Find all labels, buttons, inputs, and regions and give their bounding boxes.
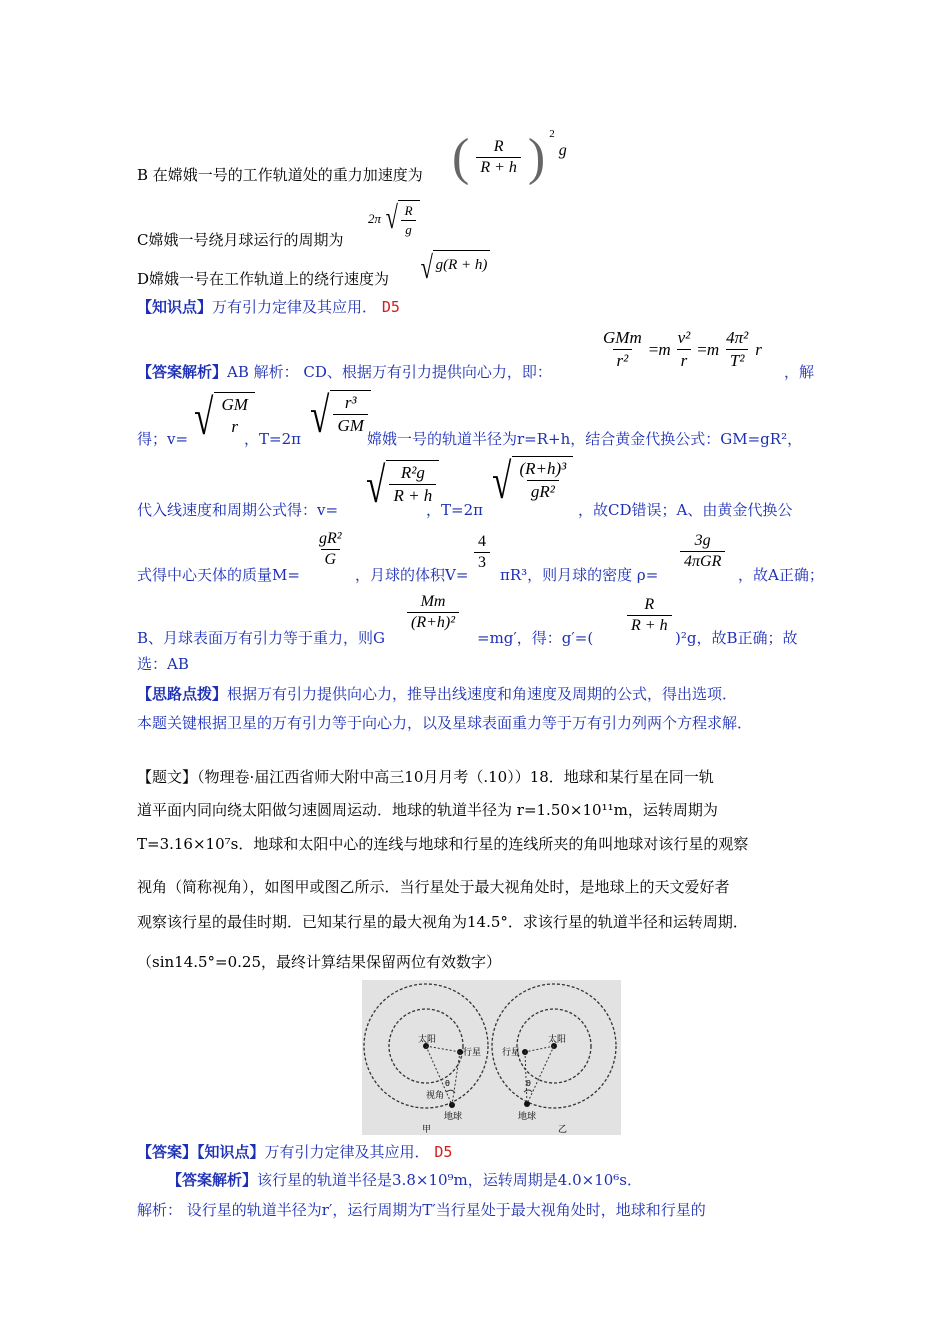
sun-planet-line-left: [426, 1046, 460, 1052]
analysis-line-1-end: ，解: [784, 363, 815, 381]
analysis-line-2a: 得；v=: [137, 430, 189, 448]
formula-gravity: $\frac{Mm}{\text{(R+h)²}}$: [407, 593, 459, 632]
sun-label-left: 太阳: [418, 1035, 437, 1045]
angle-label-left: 视角: [426, 1091, 445, 1101]
analysis-line-5c: )²g，故B正确；故: [675, 629, 798, 647]
analysis-line-3a: 代入线速度和周期公式得：v=: [137, 501, 339, 519]
formula-T2: √ $\frac{\text{(R+h)³}}{\text{gR²}}$: [488, 456, 573, 506]
analysis-line-3b: ，T=2π: [426, 501, 483, 519]
figure-label-right: 乙: [558, 1125, 568, 1135]
analysis-line-1: 【答案解析】AB 解析： CD、根据万有引力提供向心力，即：: [137, 363, 552, 381]
formula-v: √ GM r: [190, 392, 255, 442]
analysis-line-2c: 嫦娥一号的轨道半径为r=R+h，结合黄金代换公式：GM=gR²，: [367, 430, 803, 448]
orbit-figure: [362, 980, 621, 1135]
knowledge-point-1: 【知识点】万有引力定律及其应用． D5: [137, 298, 400, 316]
formula-M: $\frac{\text{gR²}}{G}$: [319, 530, 342, 568]
option-b: B 在嫦娥一号的工作轨道处的重力加速度为: [137, 166, 423, 184]
analysis-line-4b: ，月球的体积V=: [355, 566, 469, 584]
analysis-line-6: 选：AB: [137, 655, 189, 673]
formula-ratio: $\frac{R}{R + h}$: [627, 596, 672, 635]
option-d: D嫦娥一号在工作轨道上的绕行速度为: [137, 270, 390, 288]
formula-b: ( $\frac{R}{R + h}$ ) $^2$ g: [452, 128, 567, 186]
theta-label-right: θ: [526, 1079, 531, 1088]
planet-earth-line-left: [452, 1052, 460, 1105]
problem-line-3: T=3.16×10⁷s．地球和太阳中心的连线与地球和行星的连线所夹的角叫地球对该行星的观察: [137, 835, 749, 853]
analysis-line-3c: ，故CD错误；A、由黄金代换公: [578, 501, 793, 519]
angle-arc-right: [524, 1090, 532, 1092]
formula-c: 2π √ $\frac{R}{g}$: [368, 200, 420, 238]
analysis-line-4c-text: πR³，则月球的密度 ρ=: [500, 566, 659, 584]
hint-line-2: 本题关键根据卫星的万有引力等于向心力，以及星球表面重力等于万有引力列两个方程求解．: [137, 714, 753, 732]
analysis-2-line-1: 【答案解析】该行星的轨道半径是3.8×10⁹m，运转周期是4.0×10⁶s．: [167, 1171, 642, 1189]
answer-line: 【答案】【知识点】万有引力定律及其应用． D5: [137, 1143, 453, 1161]
formula-d: √ g(R + h): [418, 250, 490, 284]
formula-T: √ $\frac{\text{r³}}{GM}$: [306, 390, 371, 440]
planet-label-left: 行星: [463, 1048, 482, 1058]
earth-label-right: 地球: [518, 1112, 537, 1122]
sun-label-right: 太阳: [548, 1035, 567, 1045]
analysis-line-5b: =mg′，得：g′=(: [477, 629, 594, 647]
formula-4-3: $\frac{4}{3}$: [474, 533, 490, 572]
formula-rho: $\frac{3g}{\text{4πGR}}$: [677, 532, 728, 571]
formula-centripetal: $\frac{\text{GMm}}{\text{r²}}$ = m $\frac{\text{v²}}{r}$ = m $\frac{\text{4π²}}{\text{T²}}$ r: [603, 328, 762, 370]
problem-line-5: 观察该行星的最佳时期．已知某行星的最大视角为14.5°．求该行星的轨道半径和运转周期．: [137, 913, 748, 931]
analysis-line-5a: B、月球表面万有引力等于重力，则G: [137, 629, 386, 647]
hint-line-1: 【思路点拨】根据万有引力提供向心力，推导出线速度和角速度及周期的公式，得出选项．: [137, 685, 738, 703]
orbit-diagram: [362, 980, 621, 1135]
problem-line-2: 道平面内同向绕太阳做匀速圆周运动．地球的轨道半径为 r=1.50×10¹¹m，运转周期为: [137, 801, 718, 819]
planet-label-right: 行星: [502, 1048, 521, 1058]
problem-line-1: 【题文】（物理卷·届江西省师大附中高三10月月考（.10））18．地球和某行星在同一轨: [137, 768, 714, 786]
earth-label-left: 地球: [444, 1112, 463, 1122]
option-c: C嫦娥一号绕月球运行的周期为: [137, 231, 344, 249]
figure-label-left: 甲: [422, 1125, 432, 1135]
analysis-line-4a: 式得中心天体的质量M=: [137, 566, 300, 584]
analysis-line-4d: ，故A正确；: [738, 566, 824, 584]
theta-label-left: θ: [445, 1079, 450, 1088]
formula-v2: √ $\frac{\text{R²g}}{R + h}$: [362, 460, 439, 510]
analysis-line-2b: ，T=2π: [244, 430, 301, 448]
sun-planet-line-right: [525, 1046, 554, 1052]
planet-earth-line-right: [525, 1052, 527, 1104]
problem-line-6: （sin14.5°=0.25，最终计算结果保留两位有效数字）: [137, 953, 502, 971]
problem-line-4: 视角（简称视角），如图甲或图乙所示．当行星处于最大视角处时，是地球上的天文爱好者: [137, 878, 730, 896]
analysis-2-line-2: 解析： 设行星的轨道半径为r′，运行周期为T′当行星处于最大视角处时，地球和行星的: [137, 1201, 706, 1219]
